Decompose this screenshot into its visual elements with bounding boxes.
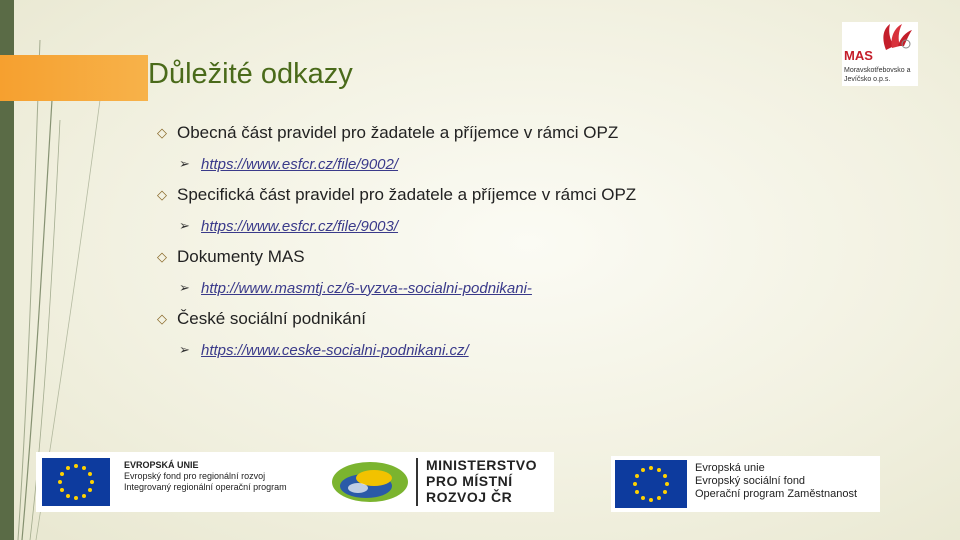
arrow-bullet-icon: ➢	[179, 342, 190, 357]
link-item	[157, 272, 857, 304]
link-esfcr-9003[interactable]: https://www.esfcr.cz/file/9003/	[201, 217, 399, 235]
link-masmtj[interactable]: http://www.masmtj.cz/6-vyzva--socialni-podnikani-	[201, 279, 532, 297]
irop-mmr-logo-strip	[36, 452, 554, 512]
esf-text	[695, 462, 857, 501]
diamond-bullet-icon: ◇	[157, 125, 167, 140]
mas-logo-name: MAS	[844, 48, 873, 63]
esf-opz-logo	[611, 456, 880, 512]
esf-line2: Evropský sociální fond	[695, 475, 806, 487]
list-item-text: Specifická část pravidel pro žadatele a příjemce v rámci OPZ	[177, 185, 637, 204]
list-item	[157, 304, 857, 334]
list-item	[157, 180, 857, 210]
list-item-text: České sociální podnikání	[177, 309, 367, 328]
list-item-text: Obecná část pravidel pro žadatele a příjemce v rámci OPZ	[177, 123, 619, 142]
list-item	[157, 118, 857, 148]
title-accent-band	[0, 55, 148, 101]
diamond-bullet-icon: ◇	[157, 249, 167, 264]
list-item-text: Dokumenty MAS	[177, 247, 305, 266]
link-ceske-socialni-podnikani[interactable]: https://www.ceske-socialni-podnikani.cz/	[201, 341, 469, 359]
bullet-list	[157, 118, 857, 366]
page-title: Důležité odkazy	[148, 58, 353, 90]
mmr-line3: ROZVOJ ČR	[426, 489, 513, 505]
arrow-bullet-icon: ➢	[179, 156, 190, 171]
link-item	[157, 334, 857, 366]
diamond-bullet-icon: ◇	[157, 187, 167, 202]
list-item	[157, 242, 857, 272]
irop-head: EVROPSKÁ UNIE	[124, 460, 199, 470]
arrow-bullet-icon: ➢	[179, 218, 190, 233]
mmr-swirl-icon	[328, 458, 412, 506]
link-item	[157, 210, 857, 242]
mmr-line1: MINISTERSTVO	[426, 457, 538, 473]
link-esfcr-9002[interactable]: https://www.esfcr.cz/file/9002/	[201, 155, 399, 173]
eu-flag-icon	[42, 458, 110, 506]
irop-line1: Evropský fond pro regionální rozvoj	[124, 471, 266, 481]
eu-flag-icon	[615, 460, 687, 508]
link-item	[157, 148, 857, 180]
mmr-text	[426, 457, 537, 505]
diamond-bullet-icon: ◇	[157, 311, 167, 326]
arrow-bullet-icon: ➢	[179, 280, 190, 295]
irop-text	[124, 460, 287, 493]
mmr-divider	[416, 458, 418, 506]
esf-line1: Evropská unie	[695, 462, 765, 474]
irop-line2: Integrovaný regionální operační program	[124, 482, 287, 492]
mas-logo-subtitle: Moravskotřebovsko a Jevíčsko o.p.s.	[844, 67, 911, 83]
esf-line3: Operační program Zaměstnanost	[695, 488, 858, 500]
mmr-line2: PRO MÍSTNÍ	[426, 473, 513, 489]
mas-logo	[842, 22, 918, 86]
